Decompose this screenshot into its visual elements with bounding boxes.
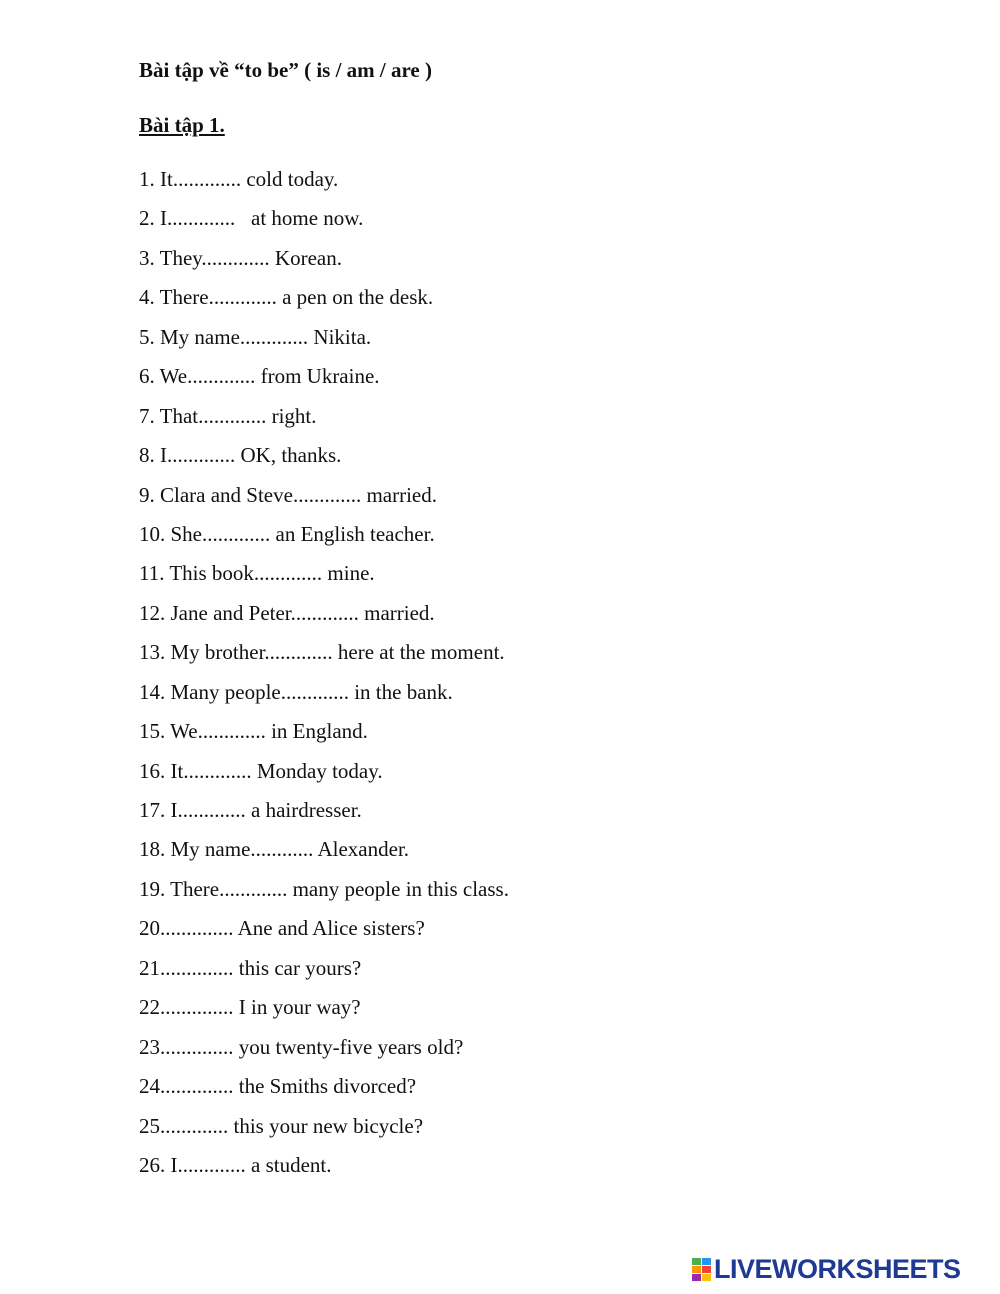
section-heading: Bài tập 1. [139, 113, 225, 137]
exercise-item: 20.............. Ane and Alice sisters? [139, 916, 425, 941]
exercise-item: 24.............. the Smiths divorced? [139, 1074, 417, 1099]
exercise-item: 4. There............. a pen on the desk. [139, 285, 434, 310]
exercise-item: 7. That............. right. [139, 403, 317, 428]
exercise-item: 14. Many people............. in the bank. [139, 679, 453, 704]
exercise-item: 2. I............. at home now. [139, 206, 364, 231]
liveworksheets-logo [692, 1254, 961, 1284]
logo-text: LIVEWORKSHEETS [714, 1254, 961, 1284]
exercise-item: 15. We............. in England. [139, 719, 368, 744]
logo-tile [702, 1274, 711, 1281]
exercise-item: 21.............. this car yours? [139, 955, 362, 980]
exercise-item: 13. My brother............. here at the moment. [139, 640, 505, 665]
exercise-item: 6. We............. from Ukraine. [139, 364, 380, 389]
logo-tile [692, 1258, 701, 1265]
logo-tile [702, 1258, 711, 1265]
exercise-item: 8. I............. OK, thanks. [139, 443, 342, 468]
document-title: Bài tập về “to be” ( is / am / are ) [139, 58, 432, 82]
exercise-item: 22.............. I in your way? [139, 995, 361, 1020]
exercise-item: 11. This book............. mine. [139, 561, 375, 586]
liveworksheets-logo-icon [692, 1258, 711, 1281]
exercise-item: 10. She............. an English teacher. [139, 521, 435, 546]
exercise-item: 25............. this your new bicycle? [139, 1113, 424, 1138]
exercise-item: 17. I............. a hairdresser. [139, 798, 362, 822]
exercise-item: 1. It............. cold today. [139, 167, 339, 191]
logo-tile [692, 1266, 701, 1273]
exercise-item: 12. Jane and Peter............. married. [139, 600, 435, 625]
exercise-item: 3. They............. Korean. [139, 245, 342, 270]
logo-tile [702, 1266, 711, 1273]
exercise-item: 9. Clara and Steve............. married. [139, 482, 437, 507]
exercise-item: 18. My name............ Alexander. [139, 837, 410, 862]
logo-tile [692, 1274, 701, 1281]
exercise-item: 23.............. you twenty-five years old? [139, 1034, 464, 1059]
exercise-list [139, 166, 509, 1191]
exercise-item: 26. I............. a student. [139, 1152, 332, 1177]
exercise-item: 19. There............. many people in this class. [139, 876, 509, 901]
exercise-item: 16. It............. Monday today. [139, 758, 383, 783]
exercise-item: 5. My name............. Nikita. [139, 324, 372, 349]
